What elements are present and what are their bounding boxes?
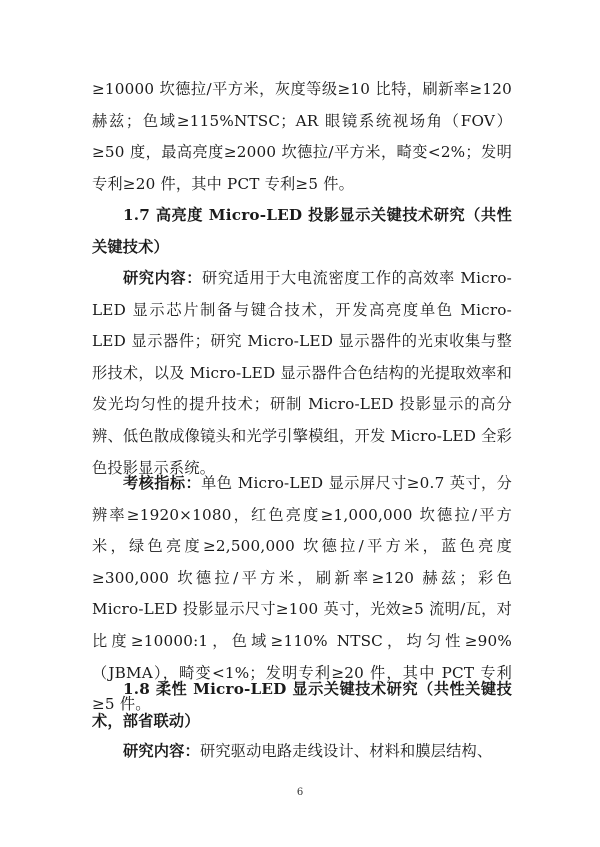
assessment-label: 考核指标： [123, 474, 202, 492]
research-content-label: 研究内容： [123, 742, 200, 760]
research-content-text: 研究驱动电路走线设计、材料和膜层结构、 [199, 742, 493, 760]
section-heading-1-7: 1.7 高亮度 Micro-LED 投影显示关键技术研究（共性关键技术） [92, 206, 512, 256]
research-content-text: 研究适用于大电流密度工作的高效率 Micro-LED 显示芯片制备与键合技术，开发高亮度单色 Micro-LED 显示器件；研究 Micro-LED 显示器件的光束收集与整形技术，以及 Micro-LED 显示器件合色结构的光提取效率和发光均匀性的提升技术；研制 Micro-LED 投影显示的高分辨、低色散成像镜头和光学引擎模组，开发 Micro-LED 全彩色投影显示系统。 [92, 269, 512, 477]
paragraph-continuation: ≥10000 坎德拉/平方米，灰度等级≥10 比特，刷新率≥120 赫兹；色域≥115%NTSC；AR 眼镜系统视场角（FOV）≥50 度，最高亮度≥2000 坎德拉/平方米，畸变<2%；发明专利≥20 件，其中 PCT 专利≥5 件。 [92, 80, 512, 193]
section-heading-1-8: 1.8 柔性 Micro-LED 显示关键技术研究（共性关键技术，部省联动） [92, 680, 512, 730]
assessment-text: 单色 Micro-LED 显示屏尺寸≥0.7 英寸，分辨率≥1920×1080，红色亮度≥1,000,000 坎德拉/平方米，绿色亮度≥2,500,000 坎德拉/平方米，蓝色亮度≥300,000 坎德拉/平方米，刷新率≥120 赫兹；彩色 Micro-LED 投影显示尺寸≥100 英寸，光效≥5 流明/瓦，对比度≥10000:1，色域≥110% NTSC，均匀性≥90%（JBMA），畸变<1%；发明专利≥20 件，其中 PCT 专利≥5 件。 [92, 474, 512, 714]
research-content-label: 研究内容： [123, 269, 203, 287]
page-number: 6 [296, 787, 304, 798]
research-content-paragraph-1-8 [92, 736, 512, 768]
research-content-paragraph-1-7 [92, 263, 512, 484]
